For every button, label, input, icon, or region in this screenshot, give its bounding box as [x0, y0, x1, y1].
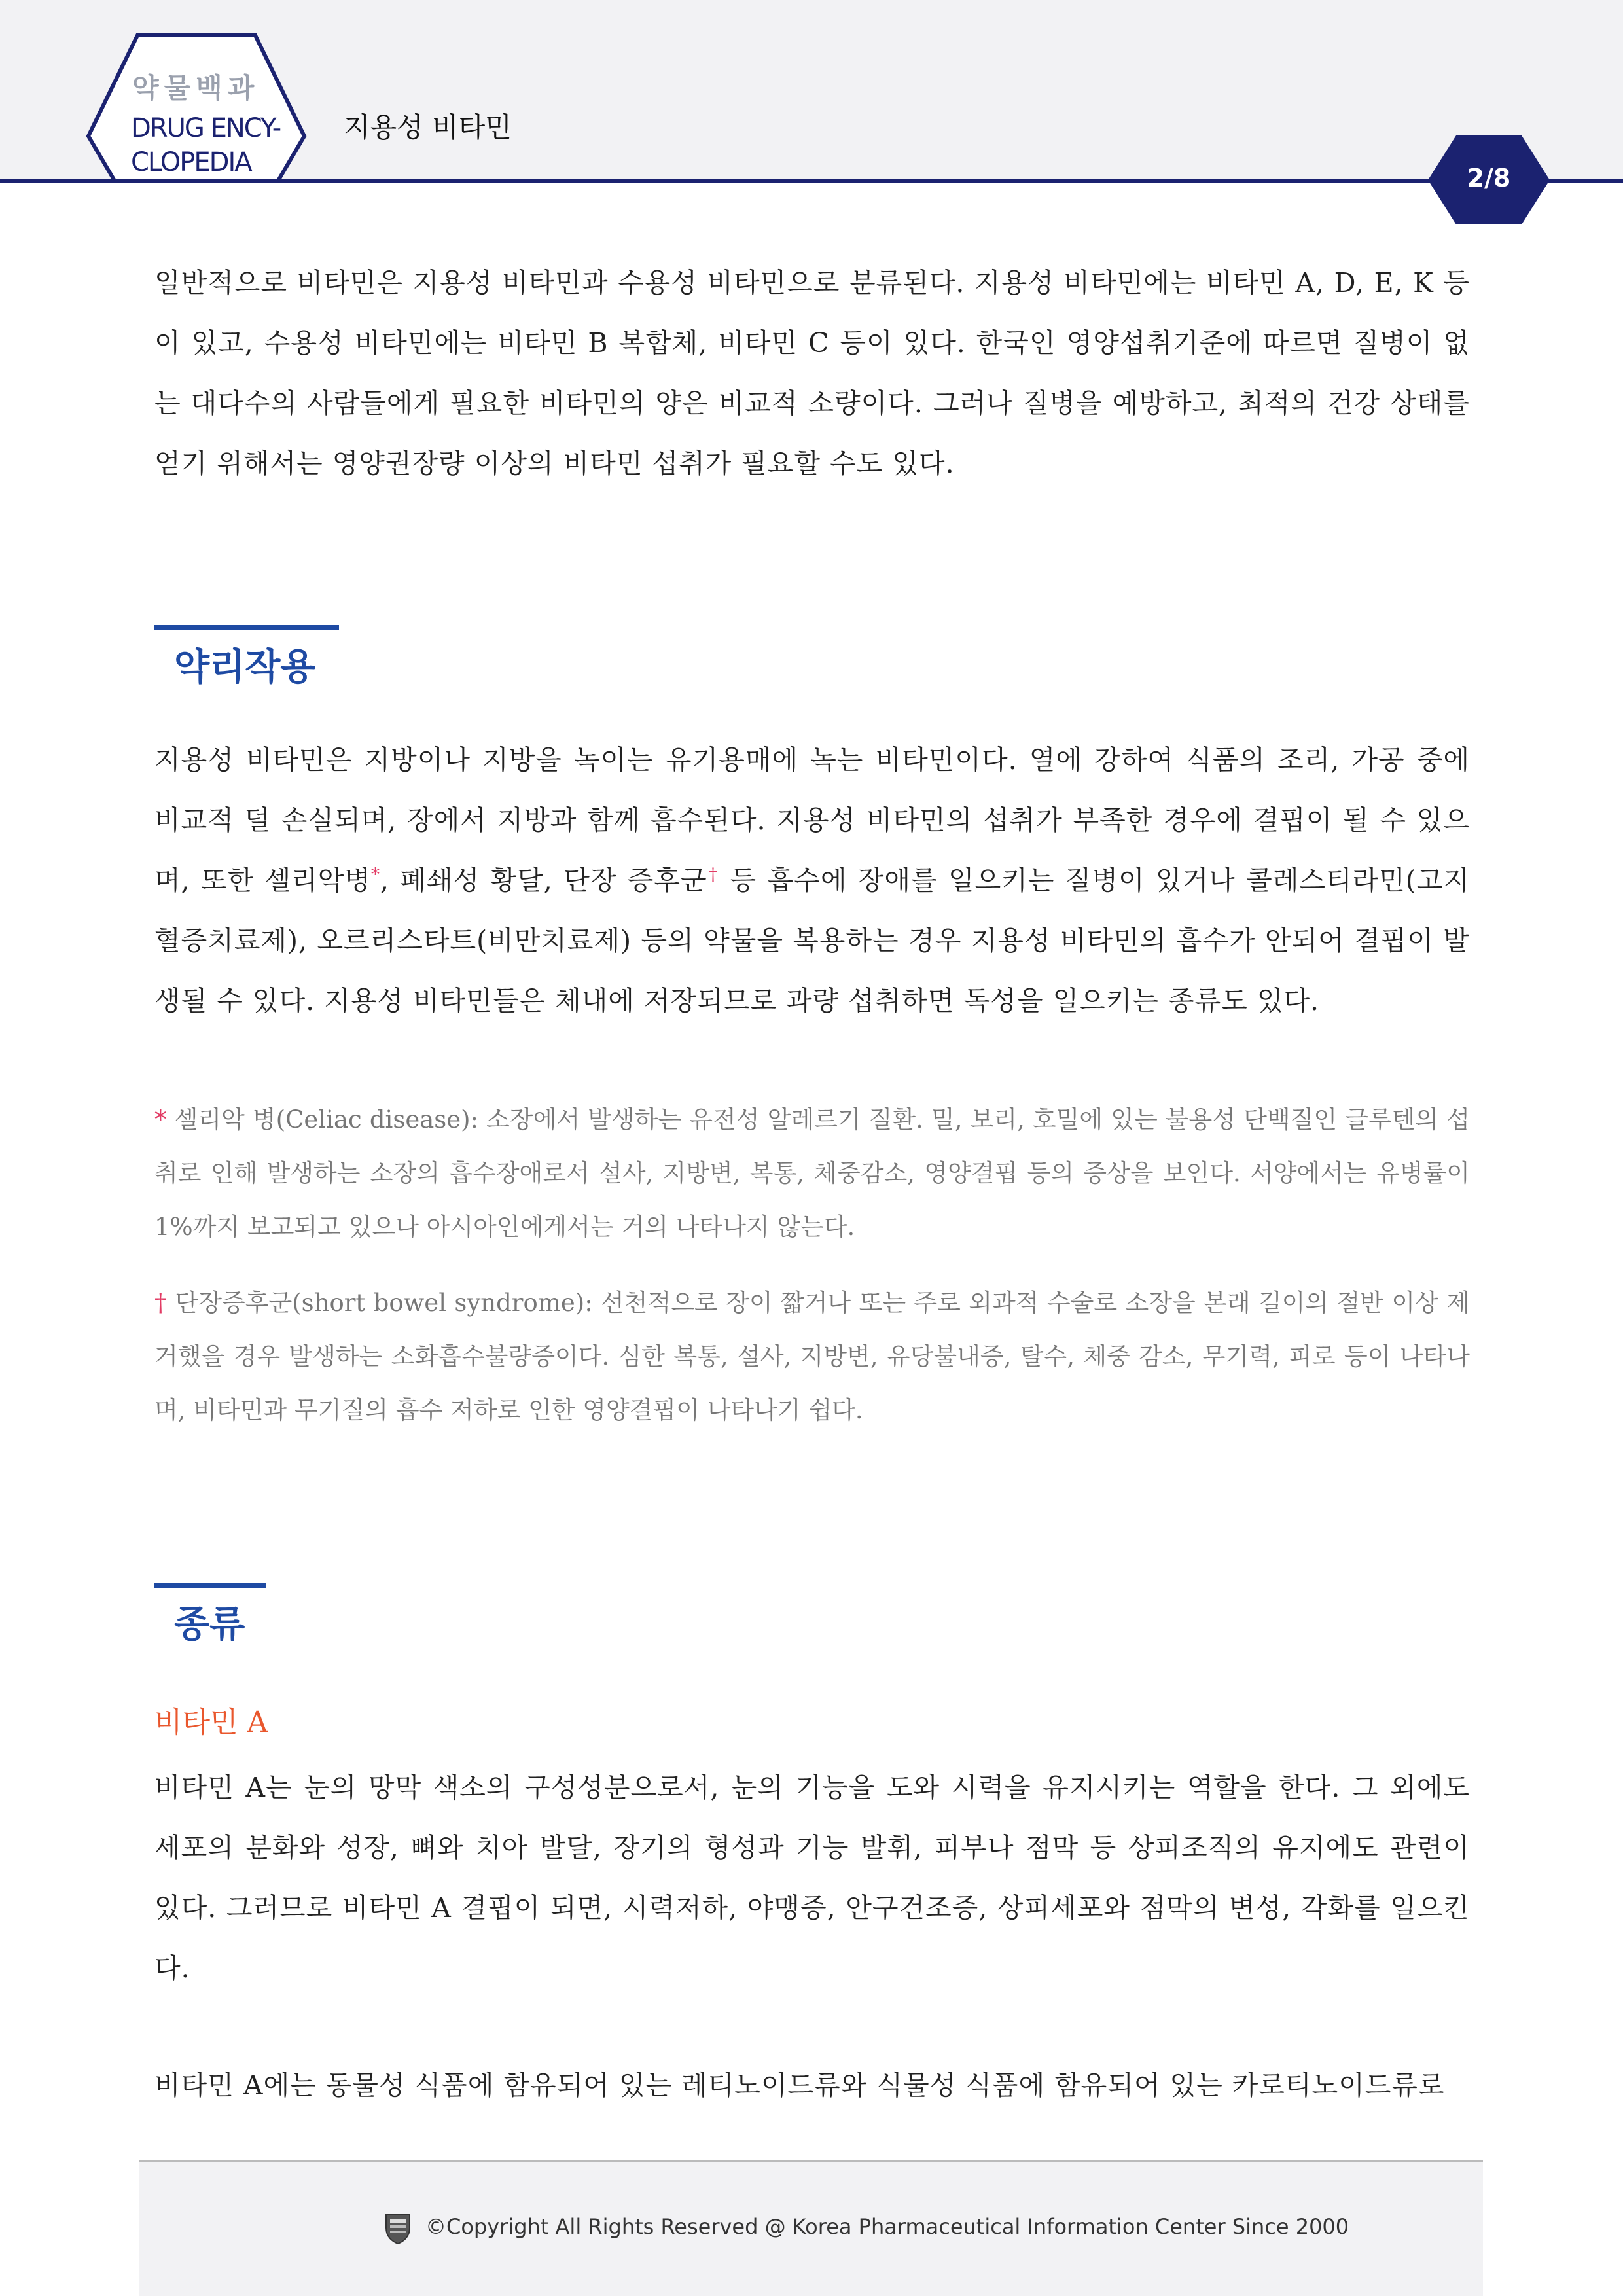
pharmacology-text-part3: 등 흡수에 장애를 일으키는 질병이 있거나 콜레스티라민(고지혈증치료제), 오르리스타트(비만치료제) 등의 약물을 복용하는 경우 지용성 비타민의 흡수가 안되어 결핍이 발생될 수 있다. 지용성 비타민들은 체내에 저장되므로 과량 섭취하면 독성을 일으키는 종류도 있다.: [154, 865, 1470, 1016]
footer-divider: [139, 2160, 1483, 2162]
pharmacology-text-part1: 지용성 비타민은 지방이나 지방을 녹이는 유기용매에 녹는 비타민이다. 열에 강하여 식품의 조리, 가공 중에 비교적 덜 손실되며, 장에서 지방과 함께 흡수된다. 지용성 비타민의 섭취가 부족한 경우에 결핍이 될 수 있으며, 또한 셀리악병: [154, 744, 1470, 896]
subheading-vitamin-a: 비타민 A: [154, 1706, 268, 1739]
footnote-short-bowel: [154, 1276, 1470, 1437]
section-heading-bar: [154, 625, 339, 630]
page-number: 2/8: [1467, 164, 1511, 192]
intro-paragraph: 일반적으로 비타민은 지용성 비타민과 수용성 비타민으로 분류된다. 지용성 비타민에는 비타민 A, D, E, K 등이 있고, 수용성 비타민에는 비타민 B 복합체, 비타민 C 등이 있다. 한국인 영양섭취기준에 따르면 질병이 없는 대다수의 사람들에게 필요한 비타민의 양은 비교적 소량이다. 그러나 질병을 예방하고, 최적의 건강 상태를 얻기 위해서는 영양권장량 이상의 비타민 섭취가 필요할 수도 있다.: [154, 267, 1470, 479]
vitamin-a-paragraph-2: 비타민 A에는 동물성 식품에 함유되어 있는 레티노이드류와 식물성 식품에 함유되어 있는 카로티노이드류로: [154, 2070, 1445, 2101]
header-divider: [0, 179, 1623, 183]
logo-english-line2: CLOPEDIA: [131, 147, 251, 177]
footnote-ref-asterisk: *: [371, 865, 381, 885]
logo-english-line1: DRUG ENCY-: [131, 113, 281, 143]
section-heading-types: 종류: [174, 1604, 245, 1646]
logo-korean-text: 약물백과: [132, 72, 260, 104]
pharmacology-text-part2: , 폐쇄성 황달, 단장 증후군: [380, 865, 707, 896]
footnote-mark-asterisk: *: [154, 1105, 167, 1134]
pharmacology-paragraph: [154, 730, 1470, 1031]
footnote-celiac: [154, 1093, 1470, 1254]
section-heading-pharmacology: 약리작용: [174, 646, 316, 689]
footer-copyright: ©Copyright All Rights Reserved @ Korea Pharmaceutical Information Center Since 2000: [425, 2214, 1349, 2239]
footnote-mark-dagger: †: [154, 1289, 168, 1317]
logo-english-text: [131, 111, 280, 179]
document-title: 지용성 비타민: [344, 111, 512, 143]
footnote-ref-dagger: †: [707, 865, 720, 885]
footnote-short-bowel-text: 단장증후군(short bowel syndrome): 선천적으로 장이 짧거나 또는 주로 외과적 수술로 소장을 본래 길이의 절반 이상 제거했을 경우 발생하는 소화흡수불량증이다. 심한 복통, 설사, 지방변, 유당불내증, 탈수, 체중 감소, 무기력, 피로 등이 나타나며, 비타민과 무기질의 흡수 저하로 인한 영양결핍이 나타나기 쉽다.: [154, 1289, 1471, 1424]
section-heading-bar: [154, 1583, 266, 1588]
footnote-celiac-text: 셀리악 병(Celiac disease): 소장에서 발생하는 유전성 알레르기 질환. 밀, 보리, 호밀에 있는 불용성 단백질인 글루텐의 섭취로 인해 발생하는 소장의 흡수장애로서 설사, 지방변, 복통, 체중감소, 영양결핍 등의 증상을 보인다. 서양에서는 유병률이 1%까지 보고되고 있으나 아시아인에게서는 거의 나타나지 않는다.: [154, 1105, 1470, 1241]
crest-icon: [383, 2212, 412, 2245]
vitamin-a-paragraph: 비타민 A는 눈의 망막 색소의 구성성분으로서, 눈의 기능을 도와 시력을 유지시키는 역할을 한다. 그 외에도 세포의 분화와 성장, 뼈와 치아 발달, 장기의 형성과 기능 발휘, 피부나 점막 등 상피조직의 유지에도 관련이 있다. 그러므로 비타민 A 결핍이 되면, 시력저하, 야맹증, 안구건조증, 상피세포와 점막의 변성, 각화를 일으킨다.: [154, 1772, 1470, 1984]
